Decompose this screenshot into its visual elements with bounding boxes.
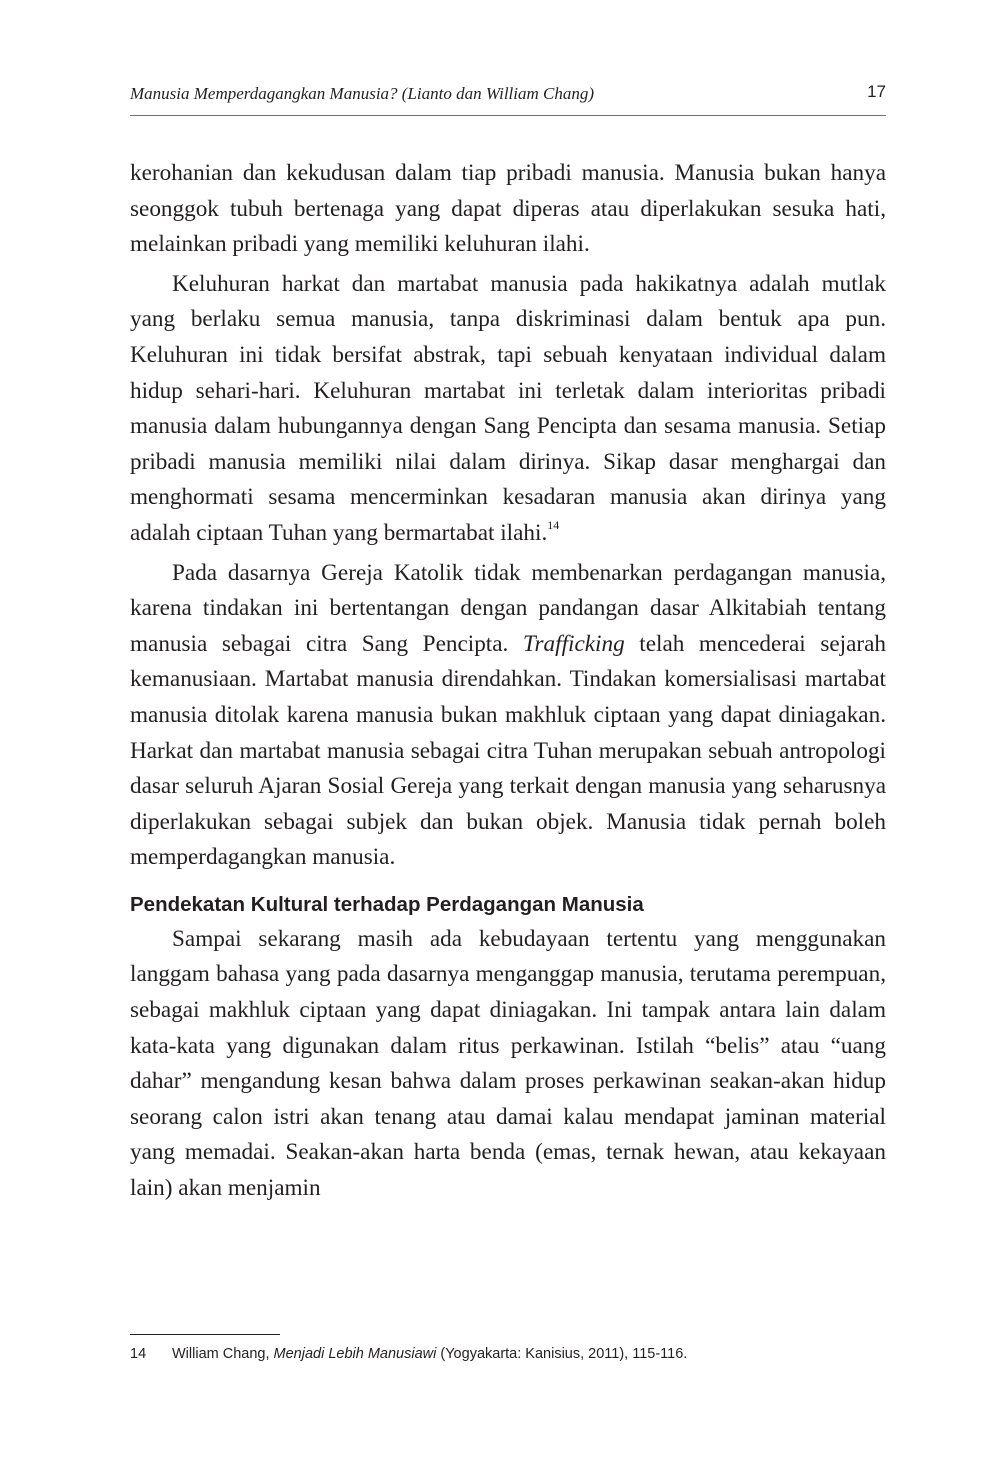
- footnote-publication: (Yogyakarta: Kanisius, 2011), 115-116.: [440, 1346, 688, 1362]
- footnote-author: William Chang,: [172, 1346, 270, 1362]
- paragraph-3-text-b: telah mencederai sejarah kemanusiaan. Martabat manusia direndahkan. Tindakan komersialisasi martabat manusia ditolak karena manusia bukan makhluk ciptaan yang dapat diniagakan. Harkat dan martabat manusia sebagai citra Tuhan merupakan sebuah antropologi dasar seluruh Ajaran Sosial Gereja yang terkait dengan manusia yang seharusnya diperlakukan sebagai subjek dan bukan objek. Manusia tidak pernah boleh memperdagangkan manusia.: [130, 630, 886, 871]
- footnote: [130, 1344, 886, 1364]
- footnote-reference[interactable]: 14: [547, 518, 560, 533]
- footnote-rule: [130, 1334, 280, 1335]
- footnote-book-title: Menjadi Lebih Manusiawi: [273, 1346, 437, 1362]
- paragraph-2: [130, 267, 886, 552]
- paragraph-3-italic-term: Trafficking: [522, 630, 625, 657]
- header-rule: [130, 115, 886, 116]
- paragraph-3-text-a: Pada dasarnya Gereja Katolik tidak membenarkan perdagangan manusia, karena tindakan ini bertentangan dengan pandangan dasar Alkitabiah tentang manusia sebagai citra Sang Pencipta.: [130, 559, 886, 657]
- paragraph-1: kerohanian dan kekudusan dalam tiap pribadi manusia. Manusia bukan hanya seonggok tubuh bertenaga yang dapat diperas atau diperlakukan sesuka hati, melainkan pribadi yang memiliki keluhuran ilahi.: [130, 160, 886, 258]
- page-number: 17: [867, 82, 886, 101]
- paragraph-4: Sampai sekarang masih ada kebudayaan tertentu yang menggunakan langgam bahasa yang pada dasarnya menganggap manusia, terutama perempuan, sebagai makhluk ciptaan yang dapat diniagakan. Ini tampak antara lain dalam kata-kata yang digunakan dalam ritus perkawinan. Istilah “belis” atau “uang dahar” mengandung kesan bahwa dalam proses perkawinan seakan-akan hidup seorang calon istri akan tenang atau damai kalau mendapat jaminan material yang memadai. Seakan-akan harta benda (emas, ternak hewan, atau kekayaan lain) akan menjamin: [130, 925, 886, 1202]
- running-head: [130, 84, 886, 110]
- body-text: [130, 156, 886, 1211]
- paragraph-3: [130, 556, 886, 876]
- footnote-number: 14: [130, 1346, 147, 1362]
- running-title: Manusia Memperdagangkan Manusia? (Lianto dan William Chang): [130, 84, 595, 103]
- paragraph-2-text: Keluhuran harkat dan martabat manusia pada hakikatnya adalah mutlak yang berlaku semua manusia, tanpa diskriminasi dalam bentuk apa pun. Keluhuran ini tidak bersifat abstrak, tapi sebuah kenyataan individual dalam hidup sehari-hari. Keluhuran martabat ini terletak dalam interioritas pribadi manusia dalam hubungannya dengan Sang Pencipta dan sesama manusia. Setiap pribadi manusia memiliki nilai dalam dirinya. Sikap dasar menghargai dan menghormati sesama mencerminkan kesadaran manusia akan dirinya yang adalah ciptaan Tuhan yang bermartabat ilahi.: [130, 270, 886, 546]
- section-heading: Pendekatan Kultural terhadap Perdagangan Manusia: [130, 892, 644, 916]
